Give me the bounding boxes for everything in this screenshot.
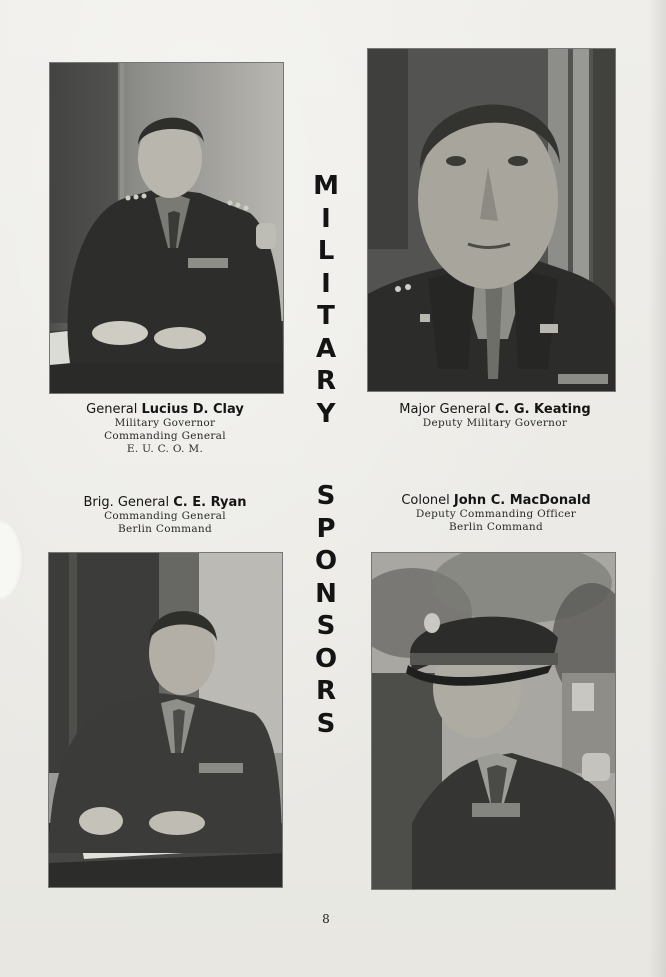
- caption-clay: [50, 402, 280, 456]
- photo-macdonald: [371, 552, 616, 890]
- photo-keating: [367, 48, 616, 392]
- punch-hole: [0, 520, 24, 600]
- caption-ryan: [50, 495, 280, 536]
- title-letter: S: [316, 708, 336, 739]
- sponsor-rank: Colonel: [401, 493, 454, 508]
- photo-clay: [49, 62, 284, 394]
- title-letter: L: [317, 236, 335, 266]
- photo-ryan: [48, 552, 283, 888]
- sponsor-role: Commanding General: [104, 430, 226, 442]
- sponsor-role: Deputy Military Governor: [422, 417, 568, 429]
- sponsor-name: C. G. Keating: [494, 402, 591, 417]
- title-letter: Y: [316, 398, 336, 429]
- page-edge-shadow: [648, 0, 666, 977]
- sponsor-role: Berlin Command: [118, 523, 212, 535]
- sponsor-name: John C. MacDonald: [453, 493, 591, 508]
- page-number: 8: [322, 912, 330, 926]
- sponsor-rank: Major General: [399, 402, 495, 417]
- sponsor-role: Berlin Command: [449, 521, 543, 533]
- title-letter: O: [314, 546, 338, 576]
- title-military: [311, 170, 341, 430]
- title-letter: I: [321, 203, 331, 234]
- title-letter: A: [315, 333, 337, 364]
- sponsor-name: C. E. Ryan: [173, 495, 247, 510]
- title-letter: R: [315, 676, 337, 706]
- sponsor-name-line: [50, 402, 280, 417]
- sponsor-role: Deputy Commanding Officer: [415, 508, 577, 520]
- title-letter: R: [315, 366, 337, 396]
- title-letter: I: [321, 268, 331, 299]
- sponsor-name-line: [378, 493, 614, 508]
- title-letter: O: [314, 643, 338, 674]
- title-letter: N: [315, 578, 337, 609]
- title-letter: T: [317, 301, 335, 331]
- title-letter: M: [313, 171, 339, 201]
- sponsor-role: Commanding General: [104, 510, 226, 522]
- caption-keating: [376, 402, 614, 430]
- sponsor-name-line: [50, 495, 280, 510]
- title-letter: P: [316, 513, 336, 544]
- title-letter: S: [316, 481, 336, 511]
- sponsor-role: E. U. C. O. M.: [126, 443, 204, 455]
- title-sponsors: [311, 480, 341, 740]
- caption-macdonald: [378, 493, 614, 534]
- sponsor-rank: Brig. General: [83, 495, 174, 510]
- sponsor-name-line: [376, 402, 614, 417]
- sponsor-name: Lucius D. Clay: [141, 402, 244, 417]
- title-letter: S: [316, 611, 336, 641]
- sponsor-role: Military Governor: [114, 417, 216, 429]
- sponsor-rank: General: [86, 402, 142, 417]
